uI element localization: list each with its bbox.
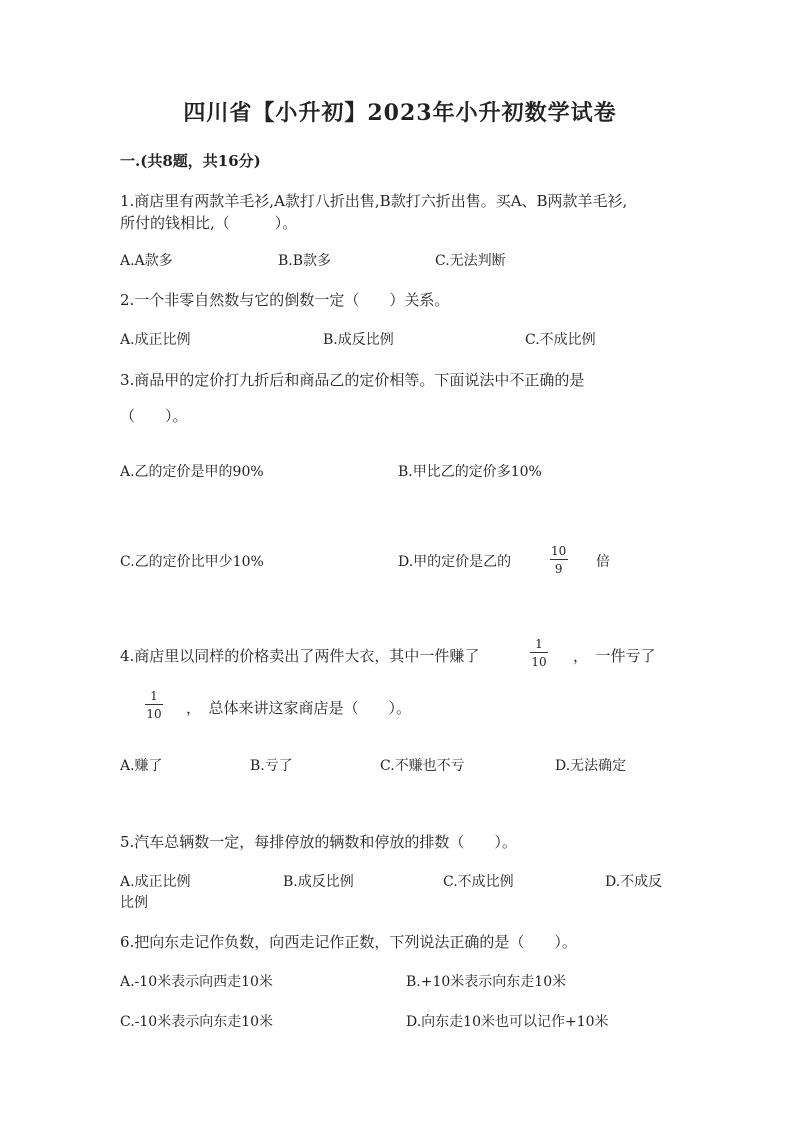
question-4-text: 4.商店里以同样的价格卖出了两件大衣，其中一件赚了 (120, 647, 480, 665)
fraction-numerator: 10 (551, 544, 567, 558)
question-3-option-d: D.甲的定价是乙的 (398, 554, 512, 570)
question-3-option-c: C.乙的定价比甲少10% (120, 554, 264, 570)
question-4-fraction-2 (145, 690, 163, 720)
question-2-text: 2.一个非零自然数与它的倒数一定（ ）关系。 (120, 291, 450, 309)
question-6-option-c: C.-10米表示向东走10米 (120, 1014, 274, 1030)
fraction-denominator: 9 (554, 562, 563, 576)
question-3-text: 3.商品甲的定价打九折后和商品乙的定价相等。下面说法中不正确的是 (120, 371, 585, 389)
question-4-option-c: C.不赚也不亏 (380, 758, 465, 774)
question-1-option-b: B.B款多 (278, 253, 332, 269)
question-3-option-a: A.乙的定价是甲的90% (120, 464, 264, 480)
question-1-text-continued: 所付的钱相比,（ ）。 (120, 214, 298, 232)
question-3-option-b: B.甲比乙的定价多10% (398, 464, 542, 480)
question-4-text-middle: ， 一件亏了 (573, 647, 656, 665)
fraction-numerator: 1 (150, 689, 158, 703)
page-title: 四川省【小升初】2023年小升初数学试卷 (183, 100, 617, 126)
question-6-option-b: B.+10米表示向东走10米 (406, 974, 567, 990)
question-2-option-c: C.不成比例 (525, 332, 596, 348)
question-5-option-d-continued: 比例 (120, 895, 148, 911)
question-1-text: 1.商店里有两款羊毛衫,A款打八折出售,B款打六折出售。买A、B两款羊毛衫, (120, 192, 628, 210)
fraction-denominator: 10 (146, 707, 162, 721)
question-4-fraction-1 (530, 638, 548, 668)
question-2-option-b: B.成反比例 (323, 332, 394, 348)
question-3-option-d-fraction (549, 545, 568, 575)
question-6-option-d: D.向东走10米也可以记作+10米 (406, 1014, 609, 1030)
question-5-option-c: C.不成比例 (443, 874, 514, 890)
question-3-text-continued: （ ）。 (120, 407, 188, 425)
question-6-text: 6.把向东走记作负数，向西走记作正数，下列说法正确的是（ ）。 (120, 933, 577, 951)
section-heading: 一.(共8题，共16分) (120, 152, 261, 170)
question-1-option-c: C.无法判断 (435, 253, 506, 269)
question-1-option-a: A.A款多 (120, 253, 173, 269)
question-4-option-b: B.亏了 (250, 758, 293, 774)
question-5-option-d: D.不成反 (605, 874, 663, 890)
question-4-option-a: A.赚了 (120, 758, 163, 774)
question-3-option-d-suffix: 倍 (596, 554, 610, 570)
question-4-text-continued: ， 总体来讲这家商店是（ ）。 (186, 699, 412, 717)
question-5-option-a: A.成正比例 (120, 874, 191, 890)
question-4-option-d: D.无法确定 (555, 758, 627, 774)
fraction-denominator: 10 (531, 655, 547, 669)
question-6-option-a: A.-10米表示向西走10米 (120, 974, 273, 990)
question-5-text: 5.汽车总辆数一定，每排停放的辆数和停放的排数（ ）。 (120, 833, 517, 851)
question-2-option-a: A.成正比例 (120, 332, 191, 348)
fraction-numerator: 1 (535, 637, 543, 651)
question-5-option-b: B.成反比例 (283, 874, 354, 890)
